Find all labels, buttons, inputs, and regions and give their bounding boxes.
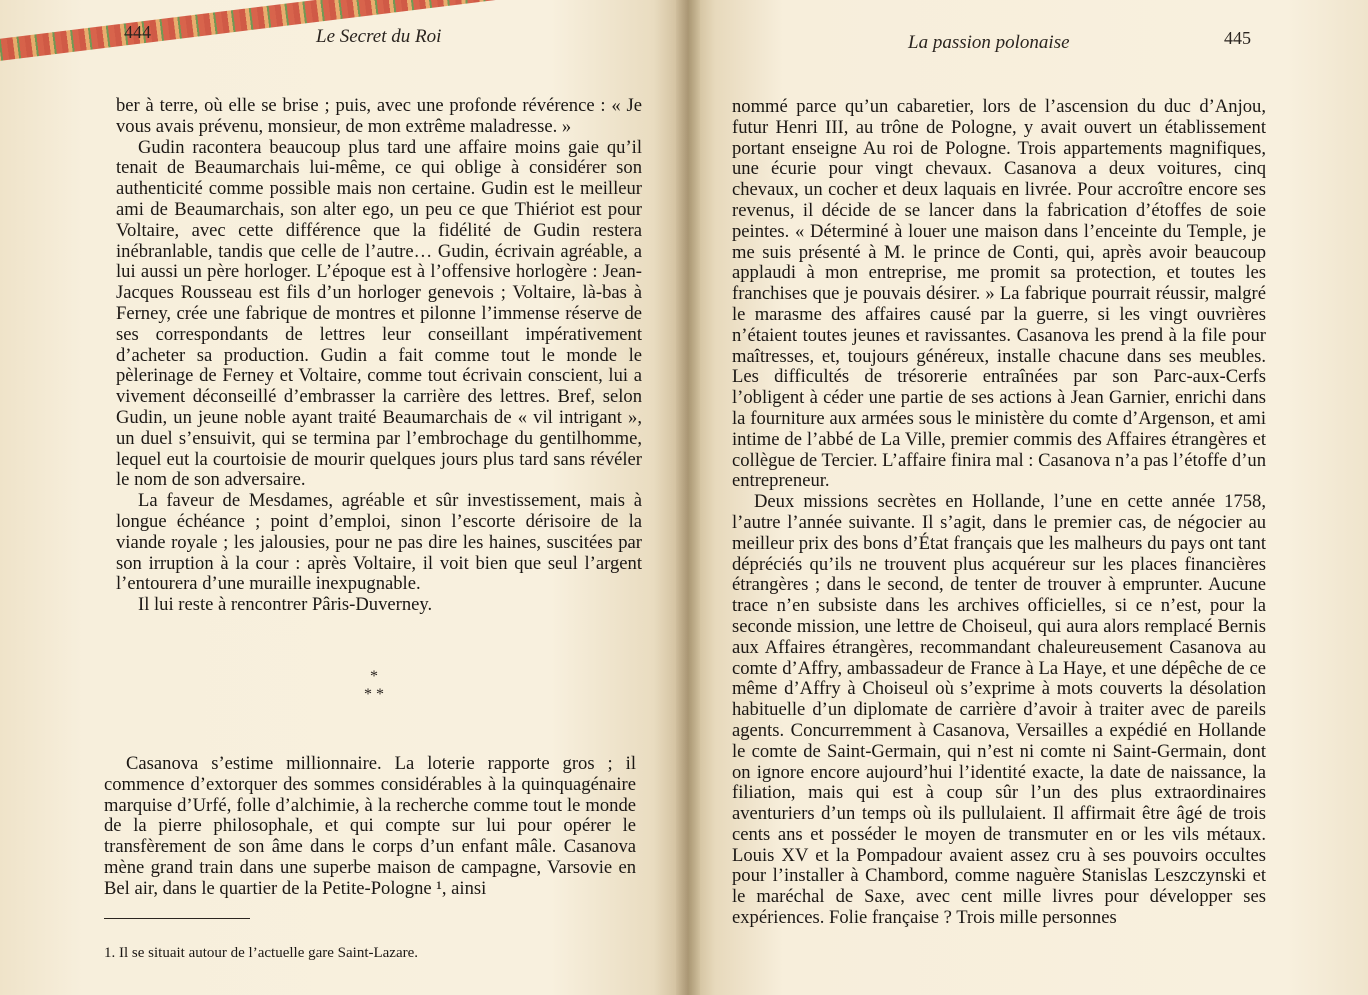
asterism-bottom: * *	[364, 686, 384, 703]
left-body-top	[116, 96, 642, 616]
footnote: 1. Il se situait autour de l’actuelle gare Saint-Lazare.	[104, 945, 419, 961]
paragraph: nommé parce qu’un cabaretier, lors de l’ascension du duc d’Anjou, futur Henri III, au trône de Pologne, y avait ouvert un établissement portant enseigne Au roi de Pologne. Trois appartements magnifiques, une écurie pour vingt chevaux. Casanova a deux voitures, cinq chevaux, un cocher et deux laquais en livrée. Pour accroître encore ses revenus, il décide de se lancer dans la fabrication d’étoffes de soie peintes. « Déterminé à louer une maison dans l’enceinte du Temple, je me suis présenté à M. le prince de Conti, qui, après avoir beaucoup applaudi à mon entreprise, me promit sa protection, et toutes les franchises que je pouvais désirer. » La fabrique pourrait réussir, malgré le marasme des affaires causé par la guerre, si les vingt ouvrières n’étaient toutes jeunes et ravissantes. Casanova les prend à la file pour maîtresses, et, toujours généreux, installe chacune dans ses meubles. Les difficultés de trésorerie entraînées par son Parc-aux-Cerfs l’obligent à céder une partie de ses actions à Jean Garnier, enrichi dans la fourniture aux armées sous le ministère du comte d’Argenson, et ami intime de l’abbé de La Ville, premier commis des Affaires étrangères et collègue de Tercier. L’affaire finira mal : Casanova n’a pas l’étoffe d’un entrepreneur.	[732, 96, 1266, 492]
book-gutter	[676, 0, 700, 995]
paragraph: Deux missions secrètes en Hollande, l’une en cette année 1758, l’autre l’année suivante. Il s’agit, dans le premier cas, de négocier au meilleur prix des bons d’État français que les malheurs du pays ont tant dépréciés qu’ils ne trouvent plus acquéreur sur les places financières étrangères ; dans le second, de tenter de trouver à emprunter. Aucune trace n’en subsiste dans les archives officielles, si ce n’est, pour la seconde mission, une lettre de Choiseul, qui aura alors remplacé Bernis aux Affaires étrangères, recommandant chaleureusement Casanova au comte d’Affry, ambassadeur de France à La Haye, et une dépêche de ce même d’Affry à Choiseul où s’exprime à mots couverts la désolation habituelle d’un diplomate de carrière d’avoir à traiter avec de pareils agents. Concurremment à Casanova, Versailles a expédié en Hollande le comte de Saint-Germain, qui n’est ni comte ni Saint-Germain, dont on ignore encore aujourd’hui l’identité exacte, la date de naissance, la filiation, mais qui est à coup sûr l’un des plus extraordinaires aventuriers d’un temps où ils pullulaient. Il affirmait être âgé de trois cents ans et posséder le moyen de transmuter en or les vils métaux. Louis XV et la Pompadour avaient assez cru à ses pouvoirs occultes pour l’installer à Chambord, comme naguère Stanislas Leszczynski et le maréchal de Saxe, avec cent mille livres pour développer ses expériences. Folie française ? Trois mille personnes	[732, 491, 1266, 929]
page-number-left: 444	[124, 22, 151, 42]
bookmark-ribbon	[0, 0, 547, 62]
paragraph: Il lui reste à rencontrer Pâris-Duverney.	[138, 594, 433, 616]
paragraph: La faveur de Mesdames, agréable et sûr investissement, mais à longue échéance ; point d’emploi, sinon l’escorte dérisoire de la viande royale ; les jalousies, pour ne pas dire les haines, suscitées par son irruption à la cour : après Voltaire, il voit bien que seul l’argent l’entourera d’une muraille inexpugnable.	[116, 490, 642, 595]
section-asterism	[352, 668, 396, 704]
running-head-right: La passion polonaise	[908, 32, 1070, 53]
running-head-left: Le Secret du Roi	[316, 26, 442, 47]
footnote-rule	[104, 918, 250, 919]
asterism-top: *	[370, 668, 378, 685]
paragraph: ber à terre, où elle se brise ; puis, avec une profonde révérence : « Je vous avais prévenu, monsieur, de mon extrême maladresse. »	[116, 95, 642, 137]
paragraph: Gudin racontera beaucoup plus tard une affaire moins gaie qu’il tenait de Beaumarchais lui-même, ce qui oblige à considérer son authenticité comme possible mais non certaine. Gudin est le meilleur ami de Beaumarchais, son alter ego, un peu ce que Thiériot est pour Voltaire, avec cette différence que la fidélité de Gudin restera inébranlable, tandis que celle de l’autre… Gudin, écrivain agréable, a lui aussi un père horloger. L’époque est à l’offensive horlogère : Jean-Jacques Rousseau est fils d’un horloger genevois ; Voltaire, là-bas à Ferney, crée une fabrique de montres et pilonne l’immense réserve de ses correspondants de lettres leur conseillant impérativement d’acheter sa production. Gudin a fait comme tout le monde le pèlerinage de Ferney et Voltaire, comme tout écrivain conscient, lui a vivement déconseillé d’embrasser la carrière des lettres. Bref, selon Gudin, un jeune noble ayant traité Beaumarchais de « vil intrigant », un duel s’ensuivit, qui se termina par l’embrochage du gentilhomme, lequel eut la courtoisie de mourir quelques jours plus tard sans révéler le nom de son adversaire.	[116, 136, 642, 491]
page-number-right: 445	[1224, 28, 1251, 48]
paragraph: Casanova s’estime millionnaire. La loterie rapporte gros ; il commence d’extorquer des sommes considérables à la quinquagénaire marquise d’Urfé, folle d’alchimie, à la recherche comme tout le monde de la pierre philosophale, et qui compte sur lui pour opérer le transfèrement de son âme dans le corps d’un enfant mâle. Casanova mène grand train dans une superbe maison de campagne, Varsovie en Bel air, dans le quartier de la Petite-Pologne ¹, ainsi	[104, 753, 636, 899]
right-body	[732, 97, 1266, 929]
left-body-bottom	[104, 754, 636, 900]
